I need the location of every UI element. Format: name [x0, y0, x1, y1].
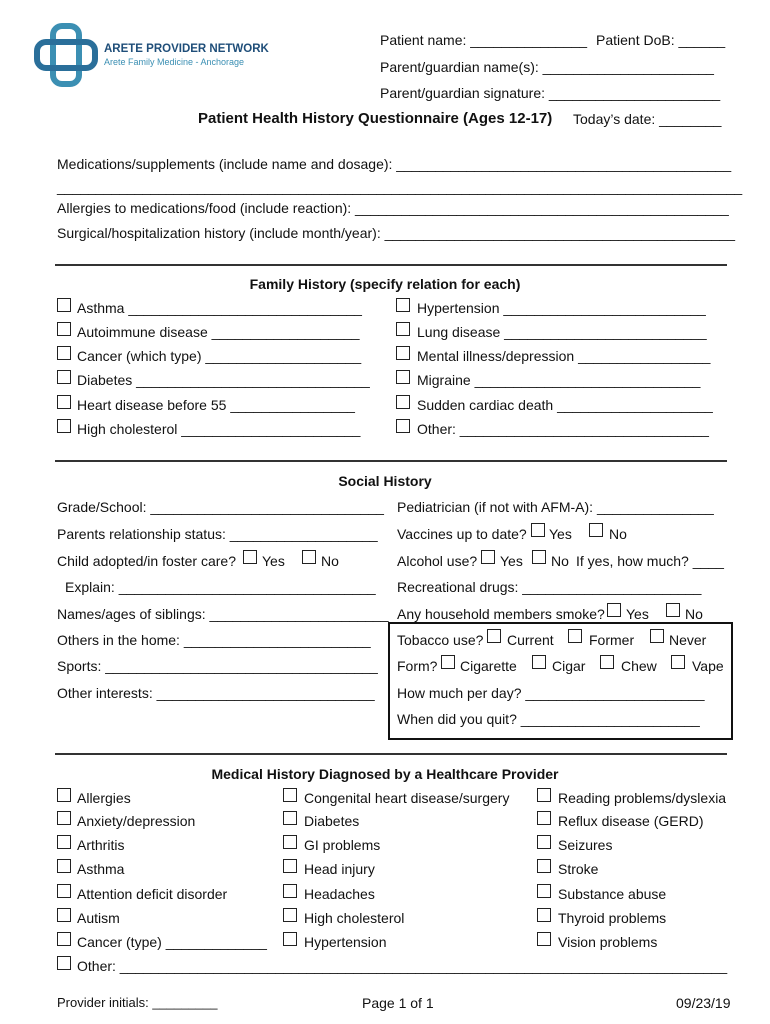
logo-subtitle: Arete Family Medicine - Anchorage — [104, 57, 245, 67]
medical-headaches-checkbox[interactable] — [283, 884, 297, 898]
family-history-heading: Family History (specify relation for each) — [249, 276, 521, 292]
parents-relationship-field[interactable]: Parents relationship status: ___________________ — [57, 526, 378, 542]
family-migraine-checkbox[interactable] — [396, 370, 410, 384]
todays-date-field[interactable]: Today’s date: ________ — [573, 111, 722, 127]
patient-dob-field[interactable]: Patient DoB: ______ — [596, 32, 726, 48]
logo-name: ARETE PROVIDER NETWORK — [104, 43, 269, 55]
medical-congenital-heart-checkbox[interactable] — [283, 788, 297, 802]
medical-item: Substance abuse — [558, 886, 667, 902]
family-history-item: Heart disease before 55 ________________ — [77, 397, 355, 413]
page-number: Page 1 of 1 — [362, 995, 434, 1011]
adopted-label: Child adopted/in foster care? — [57, 553, 236, 569]
household-smoke-label: Any household members smoke? — [397, 606, 605, 622]
form-cigar-checkbox[interactable] — [532, 655, 546, 669]
medical-gi-checkbox[interactable] — [283, 835, 297, 849]
medical-item: GI problems — [304, 837, 381, 853]
social-history-heading: Social History — [338, 473, 432, 489]
medical-reflux-checkbox[interactable] — [537, 811, 551, 825]
tobacco-label: Tobacco use? — [397, 632, 484, 648]
grade-school-field[interactable]: Grade/School: ______________________________ — [57, 499, 384, 515]
medical-cancer-checkbox[interactable] — [57, 932, 71, 946]
pediatrician-field[interactable]: Pediatrician (if not with AFM-A): _______________ — [397, 499, 714, 515]
vape-label: Vape — [692, 658, 724, 674]
medical-substance-abuse-checkbox[interactable] — [537, 884, 551, 898]
medical-item: Diabetes — [304, 813, 360, 829]
others-in-home-field[interactable]: Others in the home: ________________________ — [57, 632, 371, 648]
never-label: Never — [669, 632, 707, 648]
tobacco-never-checkbox[interactable] — [650, 629, 664, 643]
current-label: Current — [507, 632, 554, 648]
page-title: Patient Health History Questionnaire (Ages 12-17) — [198, 110, 553, 127]
vaccines-no-checkbox[interactable] — [589, 523, 603, 537]
medical-head-injury-checkbox[interactable] — [283, 859, 297, 873]
family-history-item: Lung disease __________________________ — [417, 324, 707, 340]
family-cancer-checkbox[interactable] — [57, 346, 71, 360]
form-chew-checkbox[interactable] — [600, 655, 614, 669]
medical-item: Thyroid problems — [558, 910, 667, 926]
vaccines-yes-checkbox[interactable] — [531, 523, 545, 537]
family-lung-disease-checkbox[interactable] — [396, 322, 410, 336]
family-other-checkbox[interactable] — [396, 419, 410, 433]
alcohol-no-checkbox[interactable] — [532, 550, 546, 564]
family-history-item: Migraine _____________________________ — [417, 372, 701, 388]
section-divider — [55, 753, 727, 755]
medical-cholesterol-checkbox[interactable] — [283, 908, 297, 922]
medical-diabetes-checkbox[interactable] — [283, 811, 297, 825]
arete-logo-icon — [33, 22, 99, 88]
medical-item: Hypertension — [304, 934, 387, 950]
parent-names-field[interactable]: Parent/guardian name(s): ______________________ — [380, 59, 714, 75]
family-history-item: Other: ________________________________ — [417, 421, 709, 437]
family-hypertension-checkbox[interactable] — [396, 298, 410, 312]
family-autoimmune-checkbox[interactable] — [57, 322, 71, 336]
medical-asthma-checkbox[interactable] — [57, 859, 71, 873]
family-diabetes-checkbox[interactable] — [57, 370, 71, 384]
medical-allergies-checkbox[interactable] — [57, 788, 71, 802]
how-much-per-day-field[interactable]: How much per day? _______________________ — [397, 685, 705, 701]
medical-other-checkbox[interactable] — [57, 956, 71, 970]
medical-item: Attention deficit disorder — [77, 886, 228, 902]
family-cholesterol-checkbox[interactable] — [57, 419, 71, 433]
cigar-label: Cigar — [552, 658, 586, 674]
tobacco-current-checkbox[interactable] — [487, 629, 501, 643]
form-cigarette-checkbox[interactable] — [441, 655, 455, 669]
medical-item: Reading problems/dyslexia — [558, 790, 727, 806]
medical-stroke-checkbox[interactable] — [537, 859, 551, 873]
yes-label: Yes — [549, 526, 572, 542]
patient-name-field[interactable]: Patient name: _______________ — [380, 32, 588, 48]
section-divider — [55, 460, 727, 462]
medical-item: Anxiety/depression — [77, 813, 196, 829]
form-label: Form? — [397, 658, 438, 674]
adopted-yes-checkbox[interactable] — [243, 550, 257, 564]
alcohol-yes-checkbox[interactable] — [481, 550, 495, 564]
tobacco-former-checkbox[interactable] — [568, 629, 582, 643]
provider-initials-field[interactable]: Provider initials: _________ — [57, 995, 218, 1010]
medical-thyroid-checkbox[interactable] — [537, 908, 551, 922]
family-history-item: Diabetes ______________________________ — [77, 372, 370, 388]
yes-label: Yes — [500, 553, 523, 569]
medical-item: Stroke — [558, 861, 599, 877]
allergies-field[interactable]: Allergies to medications/food (include reaction): ________________________________________________ — [57, 200, 729, 216]
family-history-item: Cancer (which type) ____________________ — [77, 348, 362, 364]
family-mental-illness-checkbox[interactable] — [396, 346, 410, 360]
sports-field[interactable]: Sports: ___________________________________ — [57, 658, 378, 674]
yes-label: Yes — [626, 606, 649, 622]
no-label: No — [685, 606, 703, 622]
vaccines-label: Vaccines up to date? — [397, 526, 527, 542]
medical-anxiety-checkbox[interactable] — [57, 811, 71, 825]
family-cardiac-death-checkbox[interactable] — [396, 395, 410, 409]
alcohol-label: Alcohol use? — [397, 553, 478, 569]
medical-autism-checkbox[interactable] — [57, 908, 71, 922]
medications-continued-field[interactable]: ________________________________________________________________________________________ — [57, 179, 743, 195]
medical-seizures-checkbox[interactable] — [537, 835, 551, 849]
medical-item: Allergies — [77, 790, 131, 806]
medications-field[interactable]: Medications/supplements (include name and dosage): ___________________________________________ — [57, 156, 732, 172]
when-quit-field[interactable]: When did you quit? _______________________ — [397, 711, 700, 727]
medical-history-heading: Medical History Diagnosed by a Healthcare Provider — [211, 766, 559, 782]
no-label: No — [551, 553, 569, 569]
medical-item: Headaches — [304, 886, 375, 902]
medical-item: Cancer (type) _____________ — [77, 934, 267, 950]
other-interests-field[interactable]: Other interests: ____________________________ — [57, 685, 375, 701]
medical-item: High cholesterol — [304, 910, 405, 926]
medical-item: Seizures — [558, 837, 613, 853]
medical-item: Vision problems — [558, 934, 658, 950]
family-history-item: High cholesterol _______________________ — [77, 421, 361, 437]
no-label: No — [321, 553, 339, 569]
surgical-history-field[interactable]: Surgical/hospitalization history (include month/year): _____________________________________________ — [57, 225, 735, 241]
form-vape-checkbox[interactable] — [671, 655, 685, 669]
former-label: Former — [589, 632, 635, 648]
smoke-yes-checkbox[interactable] — [607, 603, 621, 617]
explain-field[interactable]: Explain: _________________________________ — [65, 579, 376, 595]
family-history-item: Hypertension __________________________ — [417, 300, 706, 316]
smoke-no-checkbox[interactable] — [666, 603, 680, 617]
medical-item: Arthritis — [77, 837, 125, 853]
family-history-item: Asthma ______________________________ — [77, 300, 362, 316]
medical-reading-checkbox[interactable] — [537, 788, 551, 802]
family-heart-disease-checkbox[interactable] — [57, 395, 71, 409]
section-divider — [55, 264, 727, 266]
medical-other-field[interactable]: Other: ______________________________________________________________________________ — [77, 958, 728, 974]
family-history-item: Autoimmune disease ___________________ — [77, 324, 360, 340]
medical-item: Asthma — [77, 861, 125, 877]
medical-item: Reflux disease (GERD) — [558, 813, 704, 829]
family-history-item: Sudden cardiac death ____________________ — [417, 397, 713, 413]
recreational-drugs-field[interactable]: Recreational drugs: _______________________ — [397, 579, 702, 595]
medical-item: Autism — [77, 910, 120, 926]
medical-item: Congenital heart disease/surgery — [304, 790, 510, 806]
form-date: 09/23/19 — [676, 995, 731, 1011]
medical-hypertension-checkbox[interactable] — [283, 932, 297, 946]
adopted-no-checkbox[interactable] — [302, 550, 316, 564]
medical-vision-checkbox[interactable] — [537, 932, 551, 946]
parent-signature-field[interactable]: Parent/guardian signature: ______________________ — [380, 85, 721, 101]
medical-arthritis-checkbox[interactable] — [57, 835, 71, 849]
cigarette-label: Cigarette — [460, 658, 517, 674]
medical-item: Head injury — [304, 861, 375, 877]
alcohol-amount-field[interactable]: If yes, how much? ____ — [576, 553, 724, 569]
chew-label: Chew — [621, 658, 657, 674]
yes-label: Yes — [262, 553, 285, 569]
medical-add-checkbox[interactable] — [57, 884, 71, 898]
no-label: No — [609, 526, 627, 542]
family-history-item: Mental illness/depression _________________ — [417, 348, 711, 364]
family-asthma-checkbox[interactable] — [57, 298, 71, 312]
siblings-field[interactable]: Names/ages of siblings: _______________________ — [57, 606, 389, 622]
